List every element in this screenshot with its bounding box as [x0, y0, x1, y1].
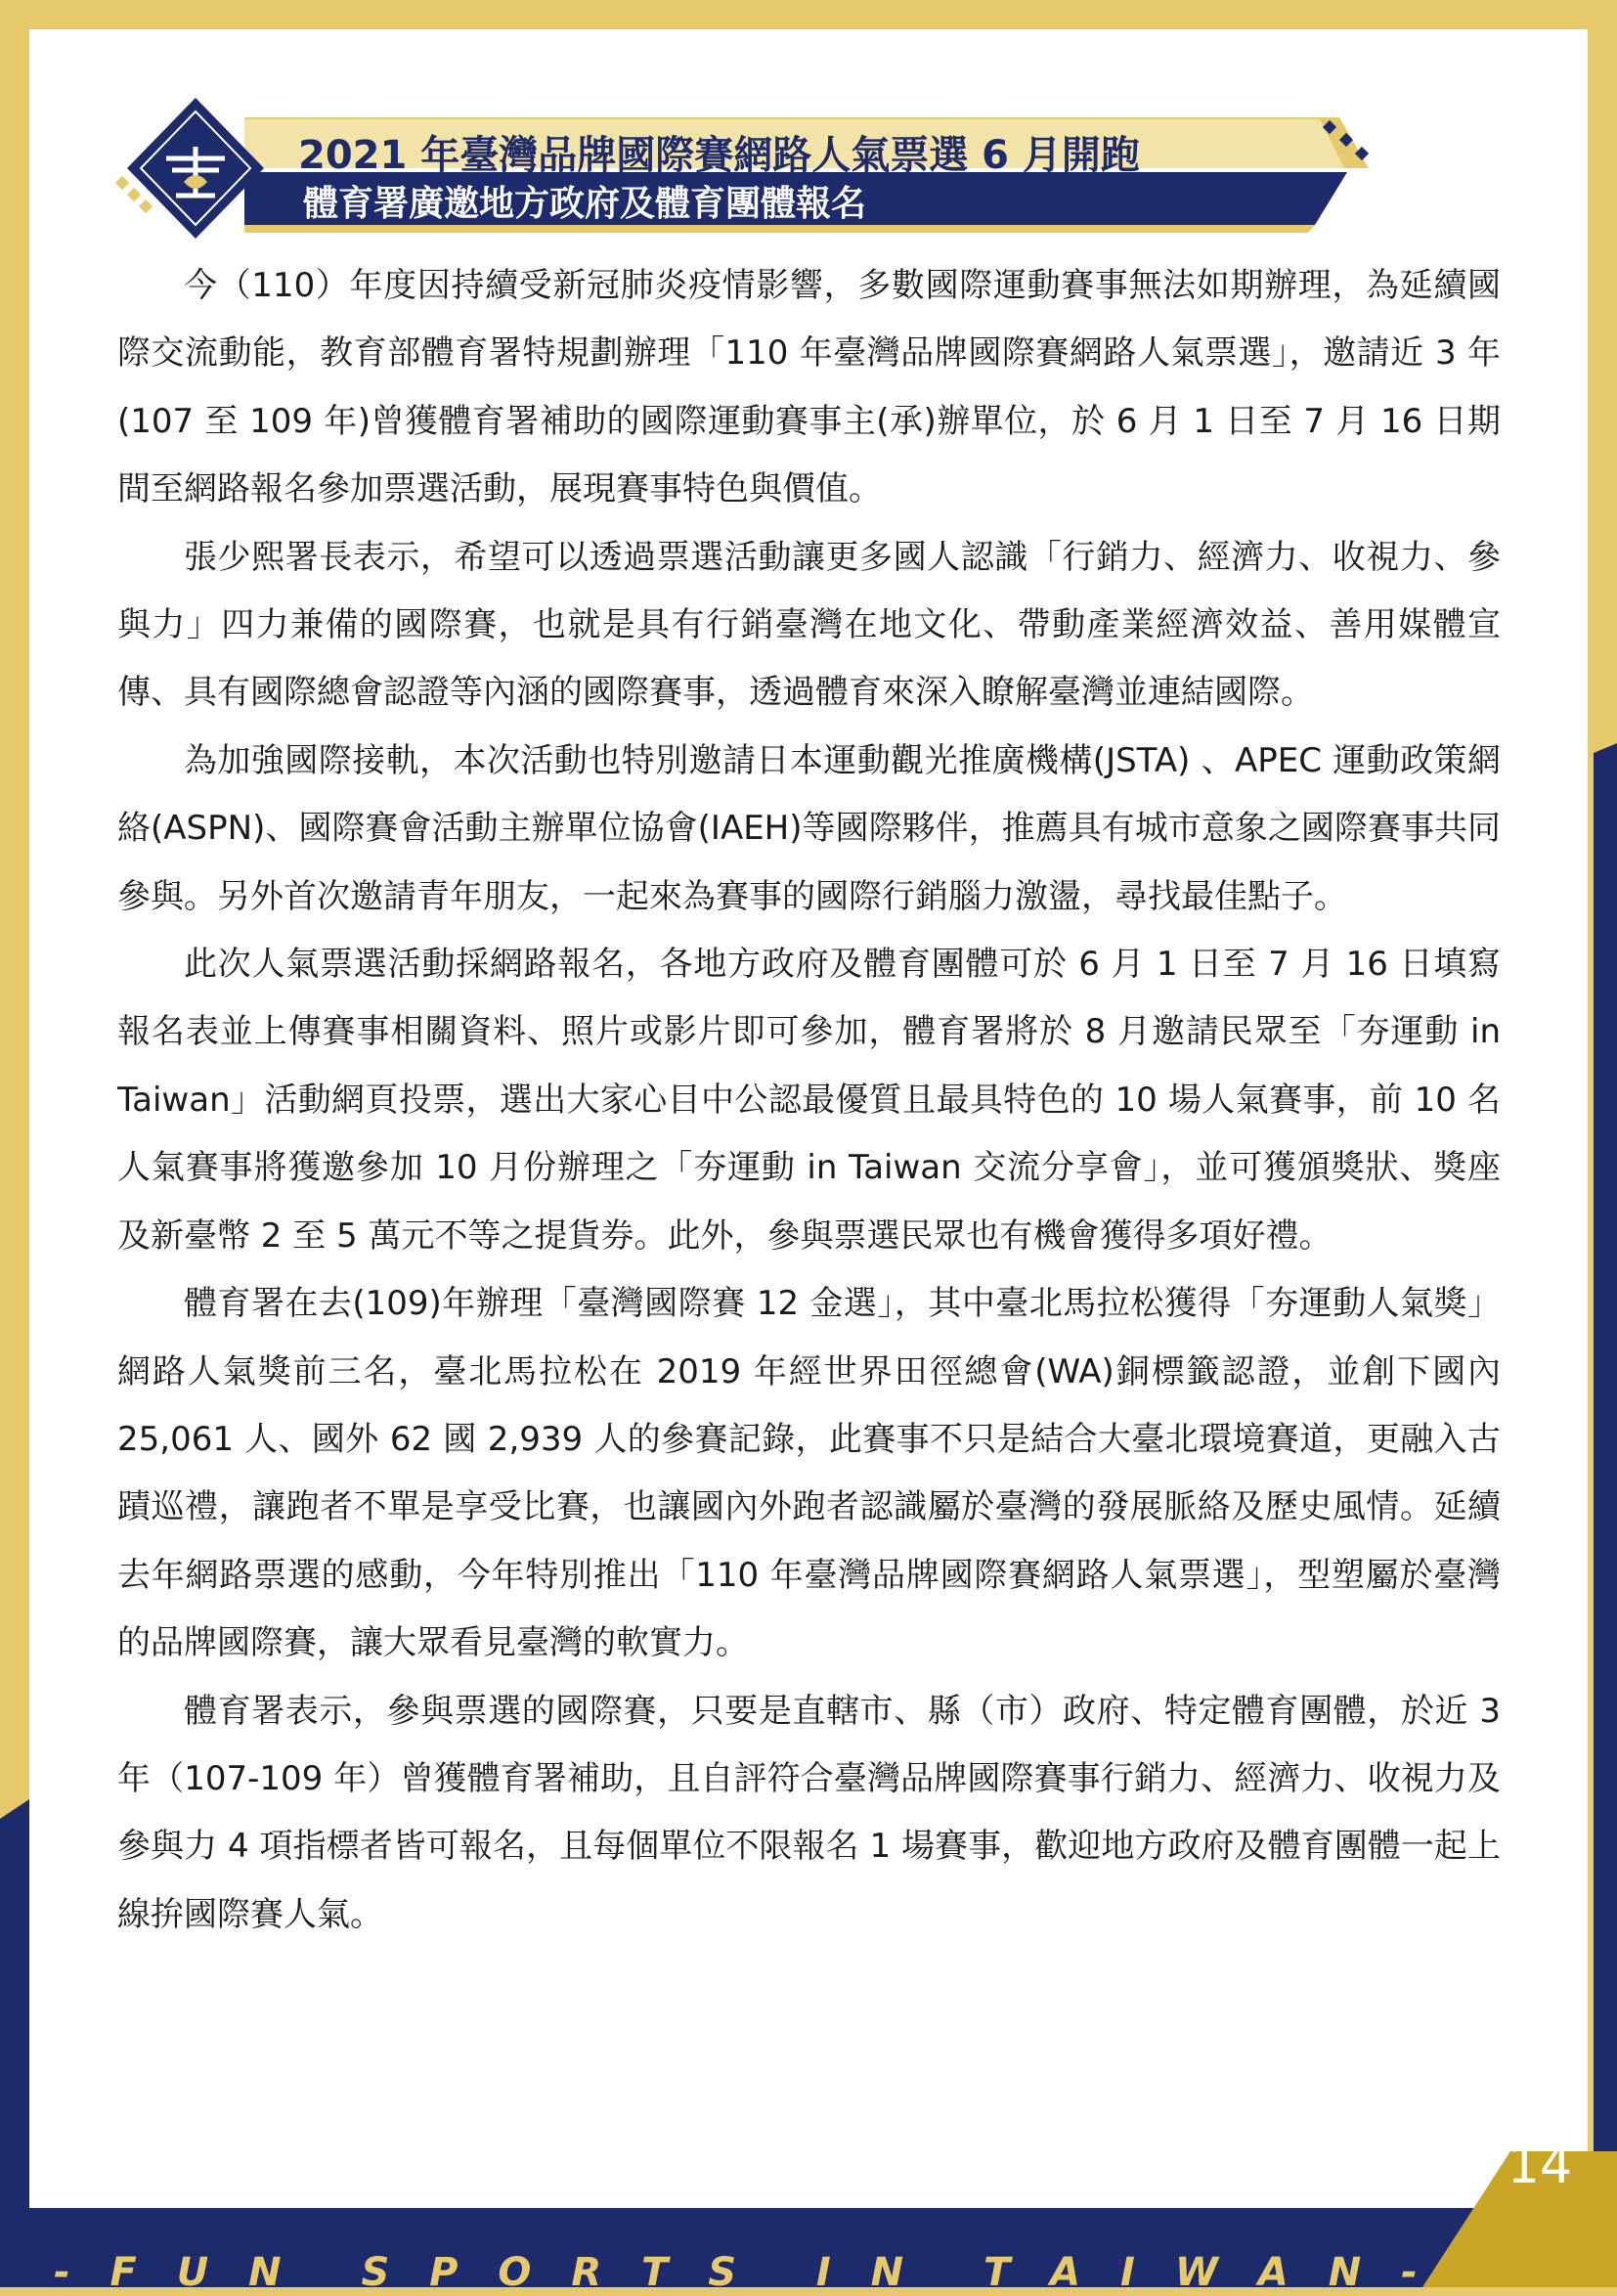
slogan-letter: S — [708, 2250, 737, 2295]
slogan-letter: F — [109, 2250, 137, 2295]
logo-diamond-icon — [127, 98, 264, 239]
slogan-letter: U — [176, 2250, 209, 2295]
slogan-letter: N — [248, 2250, 282, 2295]
slogan-letter: P — [429, 2250, 459, 2295]
slogan-letter: S — [361, 2250, 390, 2295]
slogan-letter: R — [571, 2250, 602, 2295]
slogan-letter: I — [815, 2250, 831, 2295]
headline-line-1: 2021 年臺灣品牌國際賽網路人氣票選 6 月開跑 — [298, 133, 1140, 178]
slogan-letter: T — [983, 2250, 1011, 2295]
slogan-letter: - — [54, 2250, 70, 2295]
slogan-letter: - — [1401, 2250, 1418, 2295]
paragraph: 張少熙署長表示，希望可以透過票選活動讓更多國人認識「行銷力、經濟力、收視力、參與力」四力兼備的國際賽，也就是具有行銷臺灣在地文化、帶動產業經濟效益、善用媒體宣傳、具有國際總會認證等內涵的國際賽事，透過體育來深入瞭解臺灣並連結國際。 — [117, 537, 1501, 713]
paragraph: 此次人氣票選活動採網路報名，各地方政府及體育團體可於 6 月 1 日至 7 月 16 日填寫報名表並上傳賽事相關資料、照片或影片即可參加，體育署將於 8 月邀請民眾至「夯運動 in Taiwan」活動網頁投票，選出大家心目中公認最優質且最具特色的 10 場人氣賽事，前 10 名人氣賽事將獲邀參加 10 月份辦理之「夯運動 in Taiwan 交流分享會」，並可獲頒獎狀、獎座及新臺幣 2 至 5 萬元不等之提貨券。此外，參與票選民眾也有機會獲得多項好禮。 — [117, 945, 1501, 1256]
slogan-letter: O — [498, 2250, 532, 2295]
slogan-letter: W — [1174, 2250, 1218, 2295]
page-number: 14 — [1507, 2137, 1573, 2195]
slogan-letter: N — [870, 2250, 904, 2295]
slogan-letter: I — [1120, 2250, 1135, 2295]
paragraph: 今（110）年度因持續受新冠肺炎疫情影響，多數國際運動賽事無法如期辦理，為延續國際交流動能，教育部體育署特規劃辦理「110 年臺灣品牌國際賽網路人氣票選」，邀請近 3 年(107 至 109 年)曾獲體育署補助的國際運動賽事主(承)辦單位，於 6 月 1 日至 7 月 16 日期間至網路報名參加票選活動，展現賽事特色與價值。 — [117, 266, 1501, 509]
paragraph: 體育署表示，參與票選的國際賽，只要是直轄市、縣（市）政府、特定體育團體，於近 3 年（107-109 年）曾獲體育署補助，且自評符合臺灣品牌國際賽事行銷力、經濟力、收視力及參與力 4 項指標者皆可報名，且每個單位不限報名 1 場賽事，歡迎地方政府及體育團體一起上線拚國際賽人氣。 — [117, 1691, 1501, 1934]
headline-line-2: 體育署廣邀地方政府及體育團體報名 — [303, 184, 867, 224]
slogan-letter: A — [1050, 2250, 1081, 2295]
footer-slogan — [54, 2249, 1418, 2296]
slogan-letter: T — [641, 2250, 669, 2295]
slogan-letter: A — [1257, 2250, 1289, 2295]
slogan-letter: N — [1328, 2250, 1362, 2295]
article-body — [117, 252, 1501, 1949]
paragraph: 為加強國際接軌，本次活動也特別邀請日本運動觀光推廣機構(JSTA) 、APEC 運動政策網絡(ASPN)、國際賽會活動主辦單位協會(IAEH)等國際夥伴，推薦具有城市意象之國際賽事共同參與。另外首次邀請青年朋友，一起來為賽事的國際行銷腦力激盪，尋找最佳點子。 — [117, 740, 1501, 916]
paragraph: 體育署在去(109)年辦理「臺灣國際賽 12 金選」，其中臺北馬拉松獲得「夯運動人氣獎」網路人氣獎前三名，臺北馬拉松在 2019 年經世界田徑總會(WA)銅標籤認證，並創下國內 25,061 人、國外 62 國 2,939 人的參賽記錄，此賽事不只是結合大臺北環境賽道，更融入古蹟巡禮，讓跑者不單是享受比賽，也讓國內外跑者認識屬於臺灣的發展脈絡及歷史風情。延續去年網路票選的感動，今年特別推出「110 年臺灣品牌國際賽網路人氣票選」，型塑屬於臺灣的品牌國際賽，讓大眾看見臺灣的軟實力。 — [117, 1284, 1501, 1663]
